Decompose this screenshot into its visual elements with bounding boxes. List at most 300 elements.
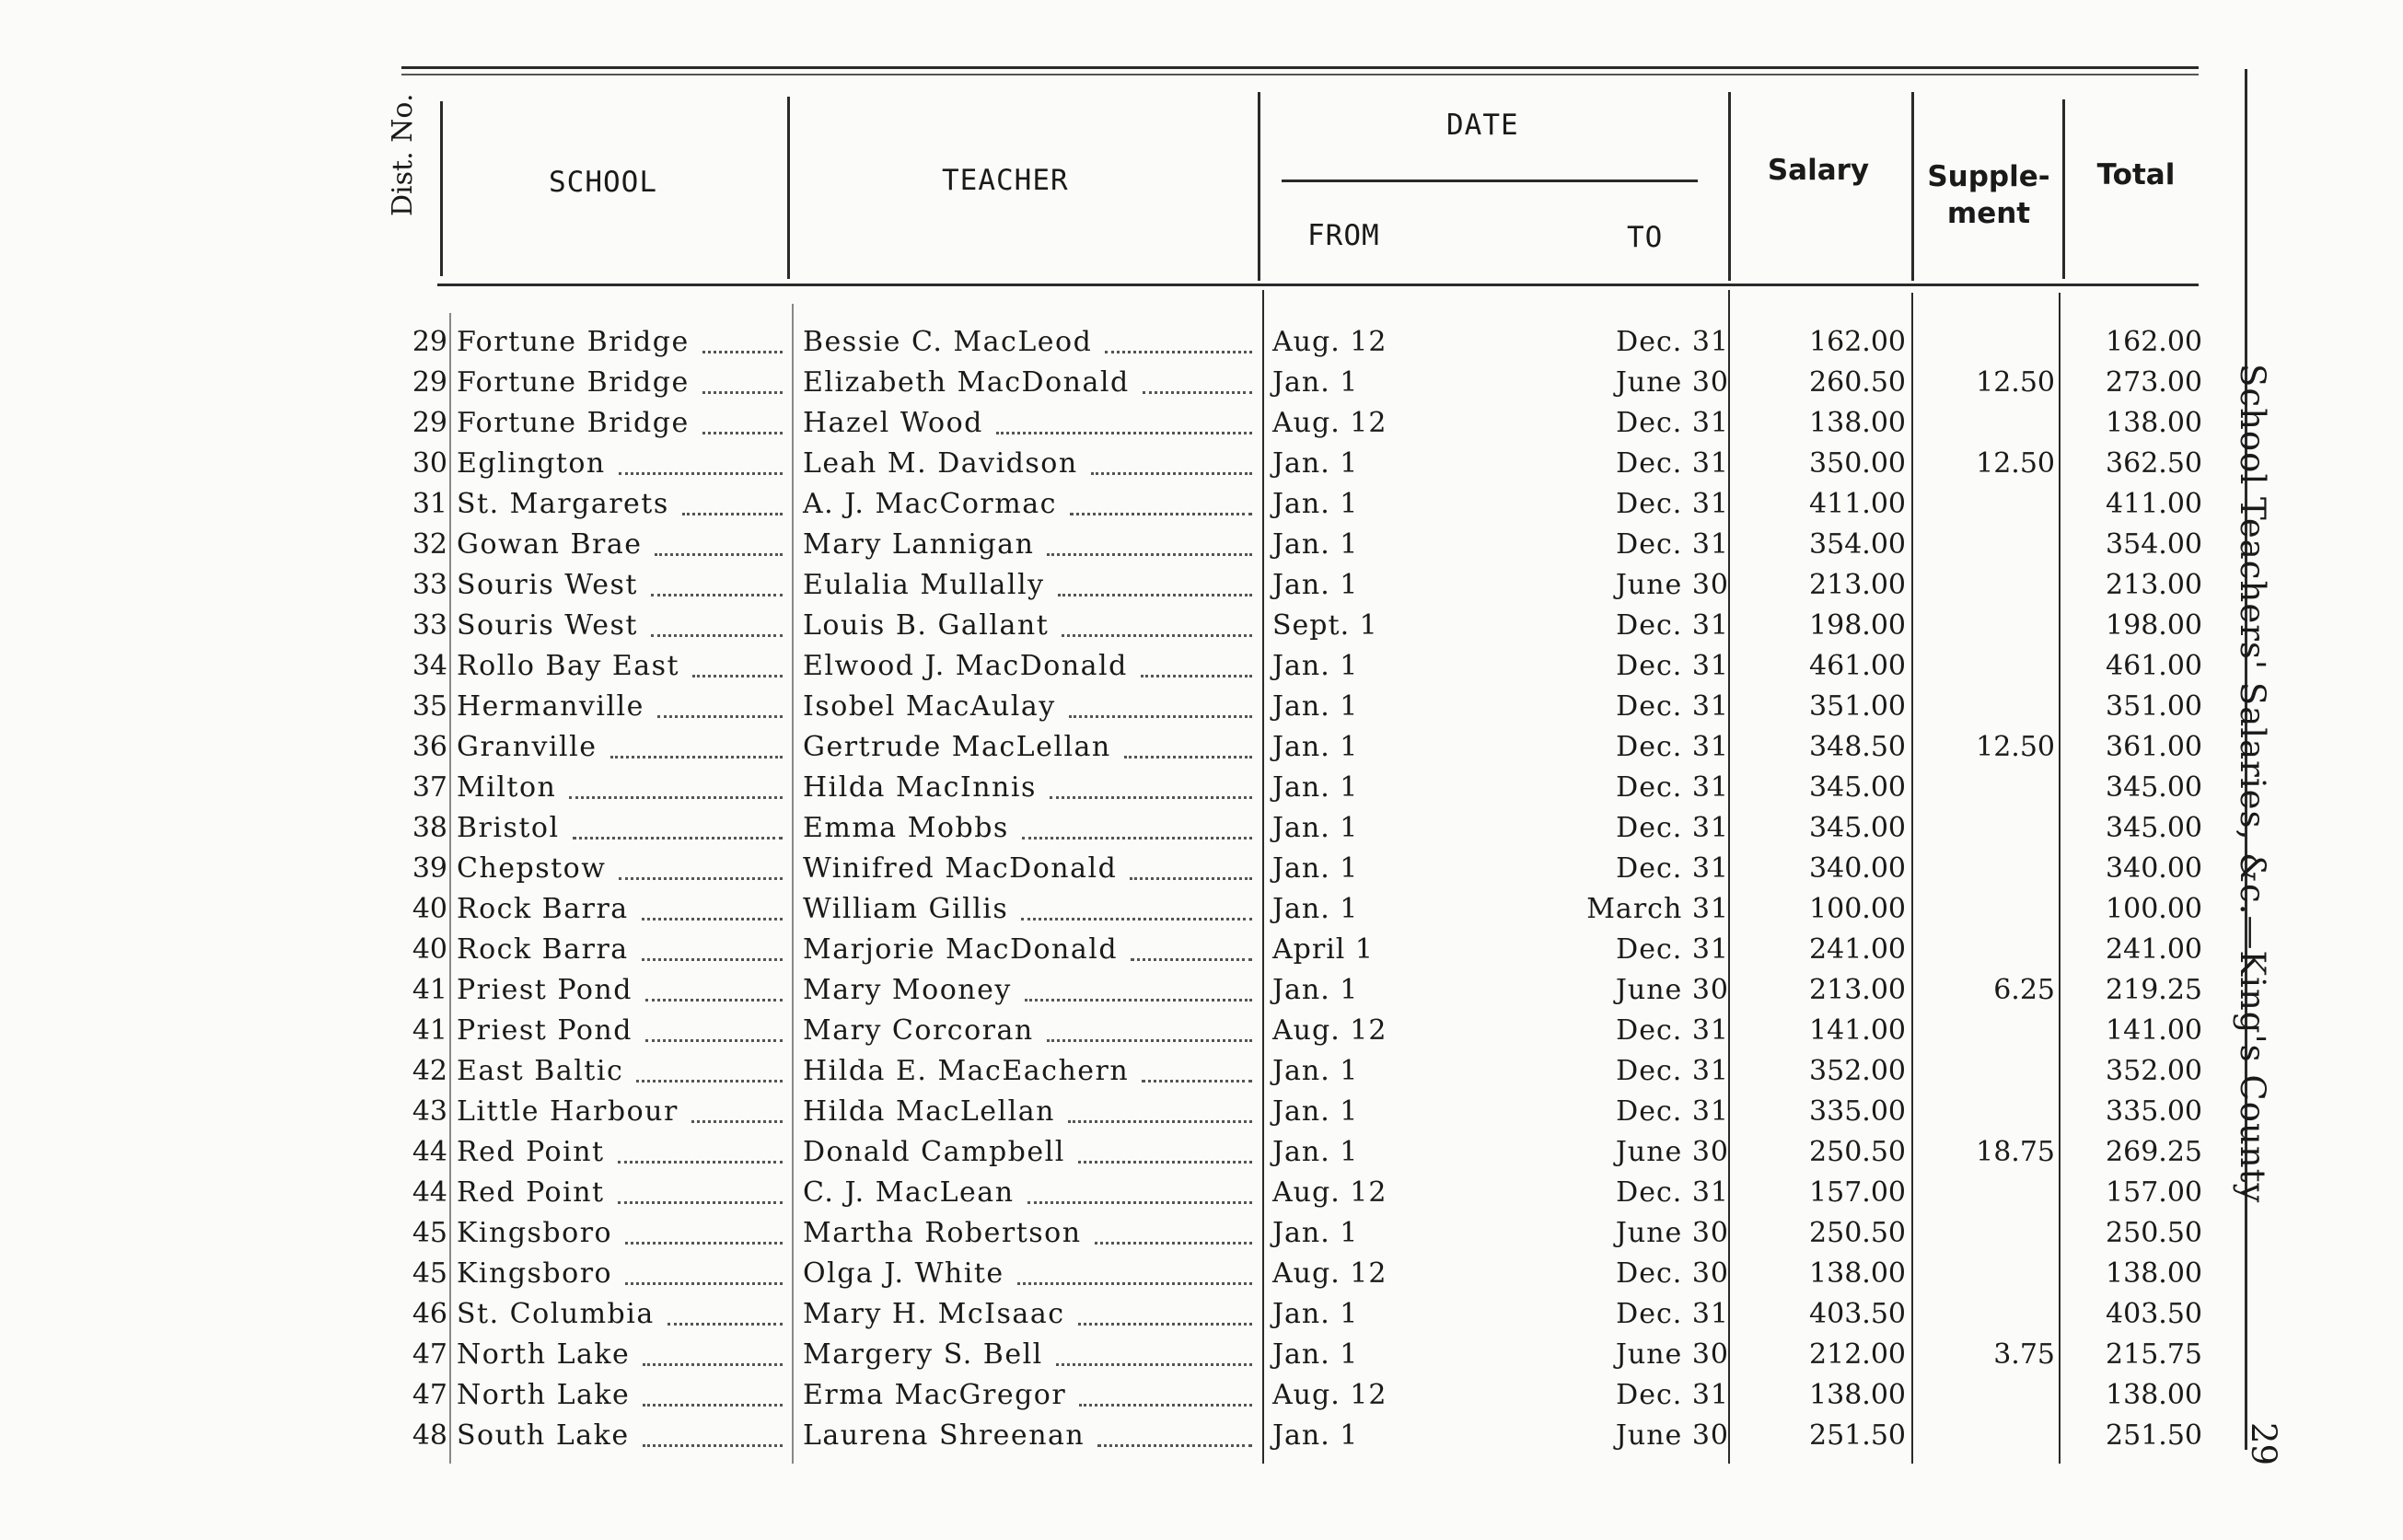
dot-leader — [1078, 1294, 1252, 1335]
dot-leader — [682, 484, 783, 525]
dot-leader — [1022, 808, 1252, 849]
dot-leader — [1027, 1173, 1252, 1213]
cell-to: Dec. 31 — [1616, 1176, 1729, 1209]
cell-supplement: 12.50 — [1976, 731, 2055, 763]
dot-leader — [655, 525, 783, 565]
cell-school: Rock Barra — [457, 893, 629, 925]
header-dist-no: Dist. No. — [387, 93, 419, 216]
cell-to: Dec. 31 — [1616, 650, 1729, 682]
cell-to: June 30 — [1615, 569, 1729, 601]
dot-leader — [1143, 363, 1252, 403]
cell-from: Aug. 12 — [1272, 1176, 1387, 1209]
dot-leader — [702, 363, 783, 403]
cell-dist: 32 — [412, 528, 447, 561]
cell-school: Gowan Brae — [457, 528, 643, 561]
table-row — [0, 889, 2256, 930]
cell-total: 361.00 — [2106, 731, 2202, 763]
cell-dist: 44 — [412, 1136, 447, 1168]
cell-teacher: Mary Mooney — [803, 974, 1012, 1006]
cell-from: Jan. 1 — [1272, 1055, 1359, 1087]
dot-leader — [1025, 970, 1252, 1011]
cell-from: Aug. 12 — [1272, 407, 1387, 439]
cell-salary: 348.50 — [1809, 731, 1906, 763]
cell-total: 157.00 — [2106, 1176, 2202, 1209]
cell-dist: 47 — [412, 1338, 447, 1371]
divider-teacher — [1258, 92, 1260, 281]
dot-leader — [645, 970, 783, 1011]
table-row — [0, 1254, 2256, 1294]
cell-teacher: Gertrude MacLellan — [803, 731, 1111, 763]
cell-teacher: A. J. MacCormac — [803, 488, 1057, 520]
cell-dist: 29 — [412, 407, 447, 439]
dot-leader — [1097, 1416, 1252, 1456]
cell-from: Jan. 1 — [1272, 447, 1359, 480]
table-row — [0, 565, 2256, 606]
cell-teacher: Erma MacGregor — [803, 1379, 1067, 1411]
cell-to: Dec. 31 — [1616, 812, 1729, 844]
cell-salary: 212.00 — [1809, 1338, 1906, 1371]
cell-dist: 35 — [412, 690, 447, 723]
cell-from: Jan. 1 — [1272, 1217, 1359, 1249]
date-rule — [1282, 179, 1698, 182]
cell-total: 351.00 — [2106, 690, 2202, 723]
dot-leader — [996, 403, 1252, 444]
cell-dist: 36 — [412, 731, 447, 763]
cell-school: Bristol — [457, 812, 560, 844]
cell-total: 215.75 — [2106, 1338, 2202, 1371]
cell-salary: 345.00 — [1809, 812, 1906, 844]
cell-school: Red Point — [457, 1176, 605, 1209]
cell-to: Dec. 31 — [1616, 771, 1729, 804]
cell-to: Dec. 30 — [1616, 1257, 1729, 1290]
cell-total: 250.50 — [2106, 1217, 2202, 1249]
cell-school: Kingsboro — [457, 1217, 613, 1249]
cell-salary: 138.00 — [1809, 1257, 1906, 1290]
header-school: SCHOOL — [549, 166, 657, 199]
dot-leader — [1069, 687, 1252, 727]
cell-from: Jan. 1 — [1272, 528, 1359, 561]
table-row — [0, 322, 2256, 363]
cell-dist: 31 — [412, 488, 447, 520]
dot-leader — [1079, 1375, 1252, 1416]
table-row — [0, 930, 2256, 970]
cell-to: June 30 — [1615, 974, 1729, 1006]
cell-to: Dec. 31 — [1616, 609, 1729, 642]
cell-total: 335.00 — [2106, 1095, 2202, 1128]
header-salary: Salary — [1767, 154, 1870, 187]
dot-leader — [1047, 525, 1252, 565]
dot-leader — [645, 1011, 783, 1051]
cell-total: 138.00 — [2106, 407, 2202, 439]
cell-dist: 29 — [412, 366, 447, 399]
dot-leader — [1062, 606, 1252, 646]
table-row — [0, 1375, 2256, 1416]
cell-dist: 39 — [412, 852, 447, 885]
table-row — [0, 1132, 2256, 1173]
cell-to: Dec. 31 — [1616, 407, 1729, 439]
dot-leader — [1047, 1011, 1252, 1051]
cell-school: Eglington — [457, 447, 606, 480]
cell-total: 100.00 — [2106, 893, 2202, 925]
table-row — [0, 1051, 2256, 1092]
dot-leader — [1091, 444, 1252, 484]
dot-leader — [1056, 1335, 1252, 1375]
cell-school: Fortune Bridge — [457, 326, 690, 358]
cell-to: June 30 — [1615, 1217, 1729, 1249]
dot-leader — [702, 322, 783, 363]
cell-salary: 138.00 — [1809, 1379, 1906, 1411]
divider-school — [787, 97, 790, 279]
cell-school: Kingsboro — [457, 1257, 613, 1290]
cell-dist: 30 — [412, 447, 447, 480]
cell-teacher: Mary Lannigan — [803, 528, 1035, 561]
cell-salary: 250.50 — [1809, 1217, 1906, 1249]
cell-supplement: 12.50 — [1976, 366, 2055, 399]
header-to: TO — [1627, 221, 1664, 254]
dot-leader — [643, 1416, 783, 1456]
cell-dist: 42 — [412, 1055, 447, 1087]
cell-to: Dec. 31 — [1616, 933, 1729, 966]
cell-teacher: William Gillis — [803, 893, 1009, 925]
cell-to: Dec. 31 — [1616, 1095, 1729, 1128]
cell-total: 141.00 — [2106, 1014, 2202, 1047]
cell-total: 138.00 — [2106, 1257, 2202, 1290]
dot-leader — [651, 606, 783, 646]
cell-teacher: Margery S. Bell — [803, 1338, 1043, 1371]
dot-leader — [642, 889, 783, 930]
cell-total: 345.00 — [2106, 812, 2202, 844]
cell-from: Jan. 1 — [1272, 731, 1359, 763]
cell-supplement: 3.75 — [1993, 1338, 2055, 1371]
dot-leader — [657, 687, 783, 727]
dot-leader — [702, 403, 783, 444]
dot-leader — [618, 1132, 783, 1173]
cell-teacher: Marjorie MacDonald — [803, 933, 1119, 966]
cell-to: Dec. 31 — [1616, 731, 1729, 763]
header-from: FROM — [1307, 219, 1380, 252]
cell-teacher: Hazel Wood — [803, 407, 983, 439]
cell-from: Aug. 12 — [1272, 1257, 1387, 1290]
cell-school: Rock Barra — [457, 933, 629, 966]
page-number: 29 — [2244, 1422, 2283, 1466]
cell-salary: 250.50 — [1809, 1136, 1906, 1168]
dot-leader — [1070, 484, 1252, 525]
cell-from: Jan. 1 — [1272, 690, 1359, 723]
dot-leader — [1142, 1051, 1252, 1092]
cell-teacher: Eulalia Mullally — [803, 569, 1045, 601]
top-double-rule-lower — [401, 74, 2199, 75]
cell-to: Dec. 31 — [1616, 326, 1729, 358]
cell-salary: 157.00 — [1809, 1176, 1906, 1209]
top-double-rule — [401, 66, 2199, 69]
cell-total: 340.00 — [2106, 852, 2202, 885]
cell-from: Jan. 1 — [1272, 1095, 1359, 1128]
cell-salary: 213.00 — [1809, 569, 1906, 601]
dot-leader — [1124, 727, 1252, 768]
header-supplement-line2: ment — [1946, 197, 2031, 230]
cell-from: Aug. 12 — [1272, 1379, 1387, 1411]
cell-teacher: Olga J. White — [803, 1257, 1004, 1290]
cell-to: Dec. 31 — [1616, 1298, 1729, 1330]
cell-to: March 31 — [1586, 893, 1729, 925]
cell-total: 213.00 — [2106, 569, 2202, 601]
cell-total: 461.00 — [2106, 650, 2202, 682]
table-row — [0, 768, 2256, 808]
cell-school: Little Harbour — [457, 1095, 679, 1128]
cell-school: Granville — [457, 731, 598, 763]
cell-dist: 38 — [412, 812, 447, 844]
cell-from: Jan. 1 — [1272, 366, 1359, 399]
cell-salary: 352.00 — [1809, 1055, 1906, 1087]
dot-leader — [1050, 768, 1252, 808]
cell-supplement: 18.75 — [1976, 1136, 2055, 1168]
cell-salary: 198.00 — [1809, 609, 1906, 642]
header-total: Total — [2096, 158, 2176, 191]
cell-total: 241.00 — [2106, 933, 2202, 966]
cell-to: Dec. 31 — [1616, 1055, 1729, 1087]
cell-teacher: Emma Mobbs — [803, 812, 1009, 844]
cell-dist: 48 — [412, 1419, 447, 1452]
cell-total: 354.00 — [2106, 528, 2202, 561]
dot-leader — [643, 1335, 783, 1375]
cell-teacher: Louis B. Gallant — [803, 609, 1050, 642]
cell-dist: 47 — [412, 1379, 447, 1411]
cell-salary: 345.00 — [1809, 771, 1906, 804]
cell-dist: 41 — [412, 974, 447, 1006]
cell-salary: 350.00 — [1809, 447, 1906, 480]
cell-dist: 45 — [412, 1257, 447, 1290]
cell-total: 269.25 — [2106, 1136, 2202, 1168]
cell-total: 352.00 — [2106, 1055, 2202, 1087]
cell-salary: 162.00 — [1809, 326, 1906, 358]
cell-salary: 411.00 — [1809, 488, 1906, 520]
cell-salary: 260.50 — [1809, 366, 1906, 399]
cell-dist: 44 — [412, 1176, 447, 1209]
table-row — [0, 484, 2256, 525]
dot-leader — [668, 1294, 783, 1335]
cell-to: Dec. 31 — [1616, 852, 1729, 885]
dot-leader — [569, 768, 783, 808]
cell-dist: 29 — [412, 326, 447, 358]
table-row — [0, 1092, 2256, 1132]
header-supplement-line1: Supple- — [1927, 160, 2050, 193]
cell-total: 138.00 — [2106, 1379, 2202, 1411]
dot-leader — [619, 849, 783, 889]
dot-leader — [1021, 889, 1252, 930]
cell-total: 162.00 — [2106, 326, 2202, 358]
cell-dist: 45 — [412, 1217, 447, 1249]
table-row — [0, 646, 2256, 687]
cell-school: Red Point — [457, 1136, 605, 1168]
cell-teacher: Elizabeth MacDonald — [803, 366, 1130, 399]
cell-salary: 340.00 — [1809, 852, 1906, 885]
cell-salary: 335.00 — [1809, 1095, 1906, 1128]
cell-to: June 30 — [1615, 1136, 1729, 1168]
cell-from: Jan. 1 — [1272, 893, 1359, 925]
cell-total: 219.25 — [2106, 974, 2202, 1006]
header-supplement — [1920, 158, 2058, 232]
dot-leader — [625, 1213, 783, 1254]
dot-leader — [636, 1051, 783, 1092]
cell-from: Sept. 1 — [1272, 609, 1378, 642]
cell-dist: 40 — [412, 933, 447, 966]
dot-leader — [619, 444, 783, 484]
cell-teacher: Martha Robertson — [803, 1217, 1082, 1249]
cell-school: Milton — [457, 771, 557, 804]
cell-total: 273.00 — [2106, 366, 2202, 399]
cell-school: North Lake — [457, 1338, 631, 1371]
cell-to: June 30 — [1615, 1338, 1729, 1371]
table-row — [0, 1294, 2256, 1335]
cell-to: Dec. 31 — [1616, 528, 1729, 561]
cell-teacher: Bessie C. MacLeod — [803, 326, 1093, 358]
table-row — [0, 727, 2256, 768]
cell-to: Dec. 31 — [1616, 488, 1729, 520]
header-date: DATE — [1446, 109, 1519, 142]
cell-school: Hermanville — [457, 690, 644, 723]
cell-from: Jan. 1 — [1272, 974, 1359, 1006]
cell-to: Dec. 31 — [1616, 447, 1729, 480]
cell-school: Fortune Bridge — [457, 407, 690, 439]
cell-from: Jan. 1 — [1272, 569, 1359, 601]
cell-from: Jan. 1 — [1272, 771, 1359, 804]
running-title: School Teachers' Salaries, &c.—King's County — [2233, 364, 2272, 1204]
cell-school: Chepstow — [457, 852, 607, 885]
cell-from: Jan. 1 — [1272, 1136, 1359, 1168]
cell-to: Dec. 31 — [1616, 1014, 1729, 1047]
cell-total: 403.50 — [2106, 1298, 2202, 1330]
table-row — [0, 808, 2256, 849]
cell-salary: 241.00 — [1809, 933, 1906, 966]
cell-from: Jan. 1 — [1272, 1419, 1359, 1452]
cell-from: Aug. 12 — [1272, 326, 1387, 358]
cell-teacher: Hilda E. MacEachern — [803, 1055, 1130, 1087]
divider-dist — [440, 101, 443, 276]
cell-teacher: Mary Corcoran — [803, 1014, 1034, 1047]
cell-teacher: Laurena Shreenan — [803, 1419, 1085, 1452]
cell-total: 251.50 — [2106, 1419, 2202, 1452]
cell-school: Fortune Bridge — [457, 366, 690, 399]
cell-from: Jan. 1 — [1272, 852, 1359, 885]
table-row — [0, 444, 2256, 484]
cell-teacher: Hilda MacLellan — [803, 1095, 1055, 1128]
divider-date — [1728, 92, 1731, 281]
cell-dist: 37 — [412, 771, 447, 804]
cell-dist: 33 — [412, 609, 447, 642]
header-bottom-rule — [437, 284, 2199, 286]
table-row — [0, 525, 2256, 565]
dot-leader — [610, 727, 783, 768]
cell-to: Dec. 31 — [1616, 1379, 1729, 1411]
dot-leader — [1131, 930, 1252, 970]
dot-leader — [618, 1173, 783, 1213]
cell-supplement: 6.25 — [1993, 974, 2055, 1006]
cell-school: St. Margarets — [457, 488, 669, 520]
cell-to: June 30 — [1615, 366, 1729, 399]
dot-leader — [1058, 565, 1252, 606]
cell-from: Jan. 1 — [1272, 812, 1359, 844]
cell-school: South Lake — [457, 1419, 630, 1452]
table-row — [0, 363, 2256, 403]
header-teacher: TEACHER — [942, 164, 1069, 197]
cell-total: 345.00 — [2106, 771, 2202, 804]
cell-supplement: 12.50 — [1976, 447, 2055, 480]
dot-leader — [1141, 646, 1252, 687]
table-row — [0, 1173, 2256, 1213]
divider-supplement — [2062, 99, 2065, 279]
dot-leader — [692, 646, 783, 687]
cell-teacher: Donald Campbell — [803, 1136, 1065, 1168]
cell-school: Priest Pond — [457, 1014, 633, 1047]
table-row — [0, 1213, 2256, 1254]
table-row — [0, 1011, 2256, 1051]
table-row — [0, 606, 2256, 646]
cell-school: East Baltic — [457, 1055, 624, 1087]
dot-leader — [1068, 1092, 1252, 1132]
cell-dist: 41 — [412, 1014, 447, 1047]
cell-from: Jan. 1 — [1272, 1338, 1359, 1371]
cell-salary: 213.00 — [1809, 974, 1906, 1006]
cell-salary: 251.50 — [1809, 1419, 1906, 1452]
table-row — [0, 1416, 2256, 1456]
cell-school: North Lake — [457, 1379, 631, 1411]
cell-from: Jan. 1 — [1272, 1298, 1359, 1330]
cell-to: June 30 — [1615, 1419, 1729, 1452]
cell-teacher: Hilda MacInnis — [803, 771, 1037, 804]
cell-salary: 403.50 — [1809, 1298, 1906, 1330]
cell-teacher: Elwood J. MacDonald — [803, 650, 1128, 682]
dot-leader — [573, 808, 783, 849]
table-row — [0, 849, 2256, 889]
cell-teacher: Isobel MacAulay — [803, 690, 1056, 723]
dot-leader — [651, 565, 783, 606]
cell-school: Rollo Bay East — [457, 650, 680, 682]
cell-from: Jan. 1 — [1272, 488, 1359, 520]
dot-leader — [691, 1092, 783, 1132]
dot-leader — [625, 1254, 783, 1294]
table-row — [0, 403, 2256, 444]
cell-dist: 33 — [412, 569, 447, 601]
cell-dist: 43 — [412, 1095, 447, 1128]
cell-dist: 40 — [412, 893, 447, 925]
dot-leader — [1095, 1213, 1252, 1254]
cell-to: Dec. 31 — [1616, 690, 1729, 723]
cell-from: April 1 — [1272, 933, 1375, 966]
dot-leader — [643, 1375, 783, 1416]
cell-school: Souris West — [457, 609, 638, 642]
dot-leader — [1105, 322, 1252, 363]
dot-leader — [1130, 849, 1252, 889]
cell-salary: 351.00 — [1809, 690, 1906, 723]
table-row — [0, 687, 2256, 727]
cell-total: 362.50 — [2106, 447, 2202, 480]
divider-salary — [1911, 92, 1914, 281]
dot-leader — [1078, 1132, 1252, 1173]
cell-salary: 141.00 — [1809, 1014, 1906, 1047]
cell-total: 411.00 — [2106, 488, 2202, 520]
cell-dist: 34 — [412, 650, 447, 682]
cell-salary: 138.00 — [1809, 407, 1906, 439]
cell-total: 198.00 — [2106, 609, 2202, 642]
cell-school: Priest Pond — [457, 974, 633, 1006]
table-row — [0, 970, 2256, 1011]
cell-school: Souris West — [457, 569, 638, 601]
cell-dist: 46 — [412, 1298, 447, 1330]
dot-leader — [642, 930, 783, 970]
cell-from: Jan. 1 — [1272, 650, 1359, 682]
dot-leader — [1017, 1254, 1252, 1294]
cell-teacher: Leah M. Davidson — [803, 447, 1078, 480]
